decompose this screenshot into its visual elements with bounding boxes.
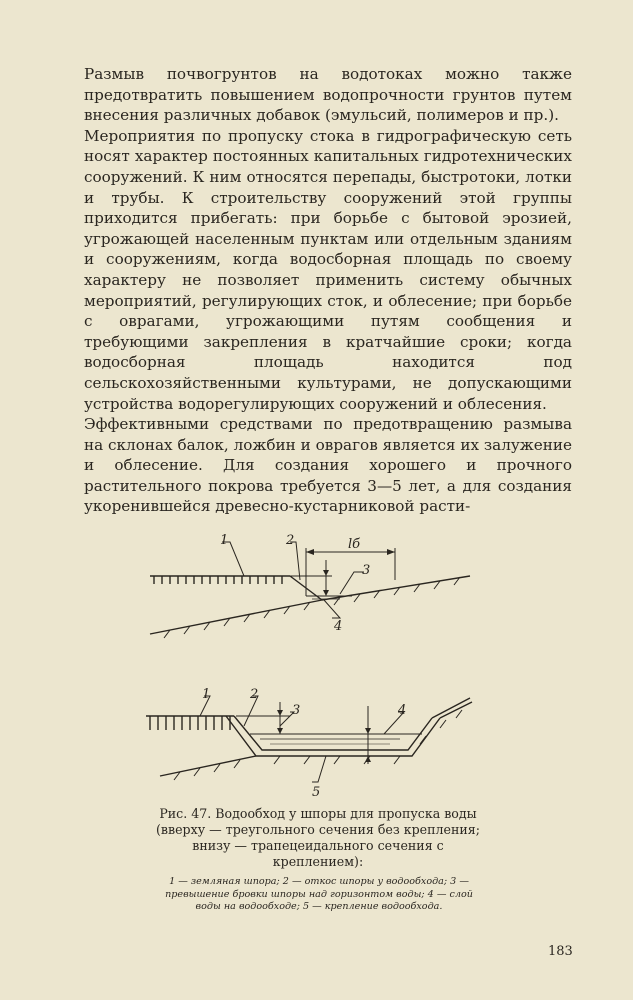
top-label-1: 1	[220, 533, 229, 548]
bottom-spur-hatching	[150, 716, 230, 730]
page-number: 183	[548, 944, 573, 959]
top-spur-hatching	[154, 576, 282, 584]
bottom-ground-hatching	[174, 710, 462, 780]
paragraph-2: Мероприятия по пропуску стока в гидрографическую сеть носят характер постоянных капитальных гидротехнических сооружений. К ним относятся перепады, быстротоки, лотки и трубы. К строительству сооружений этой группы приходится прибегать: при борьбе с бытовой эрозией, угрожающей населенным пунктам или отдельным зданиям и сооружениям, когда водосборная площадь по своему характеру не позволяет применить систему обычных мероприятий, регулирующих сток, и облесение; при борьбе с оврагами, угрожающими путям сообщения и требующими закрепления в кратчайшие сроки; когда водосборная площадь находится под сельскохозяйственными культурами, не допускающими устройства водорегулирующих сооружений и облесения.	[84, 126, 572, 413]
body-text	[84, 64, 572, 517]
paragraph-3: Эффективными средствами по предотвращению размыва на склонах балок, ложбин и оврагов является их залужение и облесение. Для создания хорошего и прочного растительного покрова требуется 3—5 лет, а для создания укоренившейся древесно-кустарниковой расти-	[84, 415, 572, 516]
bottom-label-5: 5	[312, 785, 321, 800]
figure-47	[140, 530, 500, 800]
bottom-ground-left	[160, 756, 256, 776]
top-label-2: 2	[286, 533, 295, 548]
bottom-channel-inner	[234, 716, 432, 750]
top-dimension-label: lб	[348, 537, 361, 552]
bottom-label-4: 4	[398, 703, 407, 718]
paragraph-1: Размыв почвогрунтов на водотоках можно также предотвратить повышением водопрочности грунтов путем внесения различных добавок (эмульсий, полимеров и пр.).	[84, 65, 572, 125]
top-label-4: 4	[334, 619, 343, 634]
figure-legend: 1 — земляная шпора; 2 — откос шпоры у водообхода; 3 — превышение бровки шпоры над горизонтом воды; 4 — слой воды на водообходе; 5 — крепление водообхода.	[165, 876, 473, 913]
bottom-label-1: 1	[202, 687, 211, 702]
figure-caption: Рис. 47. Водообход у шпоры для пропуска воды (вверху — треугольного сечения без крепления; внизу — трапецеидального сечения с креплением):	[156, 806, 480, 869]
top-ground-left	[150, 600, 322, 634]
top-label-3: 3	[362, 563, 371, 578]
bottom-label-2: 2	[250, 687, 259, 702]
bottom-label-3: 3	[292, 703, 301, 718]
top-ground-hatching	[164, 577, 460, 638]
